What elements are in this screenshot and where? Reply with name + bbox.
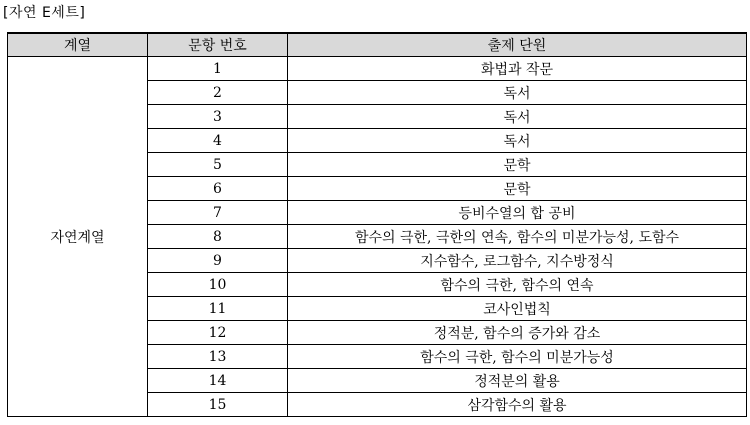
- question-unit: 정적분의 활용: [288, 369, 747, 393]
- question-number: 1: [148, 57, 288, 81]
- question-unit: 삼각함수의 활용: [288, 393, 747, 417]
- question-unit: 정적분, 함수의 증가와 감소: [288, 321, 747, 345]
- question-number: 8: [148, 225, 288, 249]
- question-number: 4: [148, 129, 288, 153]
- question-unit: 독서: [288, 105, 747, 129]
- question-number: 10: [148, 273, 288, 297]
- question-number: 15: [148, 393, 288, 417]
- question-unit: 함수의 극한, 함수의 미분가능성: [288, 345, 747, 369]
- table-header-row: [8, 33, 747, 57]
- exam-units-table: [7, 32, 747, 417]
- question-unit: 화법과 작문: [288, 57, 747, 81]
- question-number: 7: [148, 201, 288, 225]
- question-unit: 독서: [288, 129, 747, 153]
- question-number: 2: [148, 81, 288, 105]
- question-unit: 코사인법칙: [288, 297, 747, 321]
- question-unit: 함수의 극한, 함수의 연속: [288, 273, 747, 297]
- header-group: 계열: [8, 33, 148, 57]
- set-title: [자연 E세트]: [3, 5, 86, 21]
- question-unit: 함수의 극한, 극한의 연속, 함수의 미분가능성, 도함수: [288, 225, 747, 249]
- question-number: 3: [148, 105, 288, 129]
- question-unit: 문학: [288, 153, 747, 177]
- question-number: 6: [148, 177, 288, 201]
- header-number: 문항 번호: [148, 33, 288, 57]
- header-unit: 출제 단원: [288, 33, 747, 57]
- question-unit: 지수함수, 로그함수, 지수방정식: [288, 249, 747, 273]
- question-unit: 문학: [288, 177, 747, 201]
- question-number: 12: [148, 321, 288, 345]
- question-number: 9: [148, 249, 288, 273]
- question-unit: 독서: [288, 81, 747, 105]
- group-cell: 자연계열: [8, 57, 148, 417]
- question-number: 13: [148, 345, 288, 369]
- question-number: 11: [148, 297, 288, 321]
- question-unit: 등비수열의 합 공비: [288, 201, 747, 225]
- question-number: 14: [148, 369, 288, 393]
- question-number: 5: [148, 153, 288, 177]
- table-row: [8, 57, 747, 81]
